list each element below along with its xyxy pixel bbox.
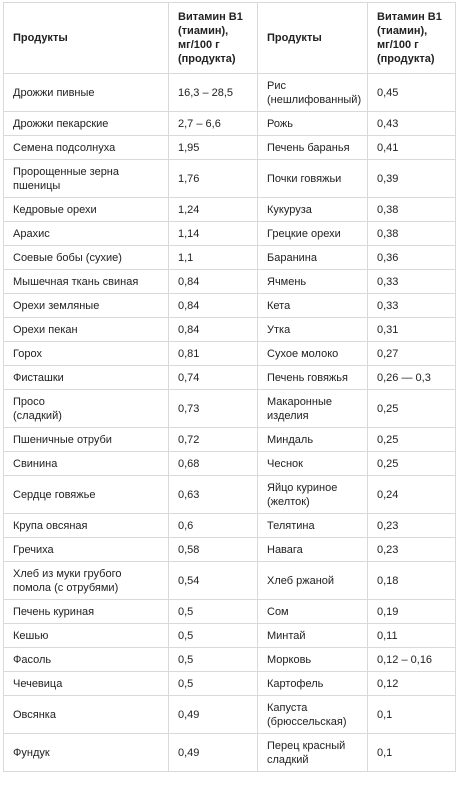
product-right-cell: Миндаль (258, 428, 368, 452)
product-left-cell: Мышечная ткань свиная (4, 270, 169, 294)
table-row (4, 74, 456, 112)
product-left-cell: Крупа овсяная (4, 514, 169, 538)
product-left-cell: Свинина (4, 452, 169, 476)
product-left-cell: Фасоль (4, 648, 169, 672)
vitamin-right-cell: 0,25 (368, 390, 456, 428)
product-right-cell: Почки говяжьи (258, 160, 368, 198)
product-right-cell: Навага (258, 538, 368, 562)
product-right-cell: Яйцо куриное (желток) (258, 476, 368, 514)
product-left-cell: Кешью (4, 624, 169, 648)
product-right-cell: Кета (258, 294, 368, 318)
table-row (4, 562, 456, 600)
vitamin-left-cell: 1,24 (169, 198, 258, 222)
vitamin-left-cell: 0,5 (169, 624, 258, 648)
product-left-cell: Арахис (4, 222, 169, 246)
table-row (4, 198, 456, 222)
table-header-row (4, 3, 456, 74)
vitamin-left-cell: 0,5 (169, 672, 258, 696)
vitamin-right-cell: 0,1 (368, 734, 456, 772)
vitamin-left-cell: 0,84 (169, 294, 258, 318)
product-right-cell: Минтай (258, 624, 368, 648)
product-left-cell: Горох (4, 342, 169, 366)
vitamin-left-cell: 0,49 (169, 734, 258, 772)
table-row (4, 112, 456, 136)
vitamin-left-cell: 0,54 (169, 562, 258, 600)
vitamin-right-cell: 0,33 (368, 294, 456, 318)
vitamin-right-cell: 0,19 (368, 600, 456, 624)
vitamin-left-cell: 0,68 (169, 452, 258, 476)
product-right-cell: Ячмень (258, 270, 368, 294)
product-right-cell: Грецкие орехи (258, 222, 368, 246)
vitamin-left-cell: 0,84 (169, 270, 258, 294)
vitamin-left-cell: 0,72 (169, 428, 258, 452)
vitamin-right-cell: 0,24 (368, 476, 456, 514)
product-left-cell: Сердце говяжье (4, 476, 169, 514)
product-left-cell: Хлеб из муки грубого помола (с отрубями) (4, 562, 169, 600)
vitamin-left-cell: 16,3 – 28,5 (169, 74, 258, 112)
table-body (4, 74, 456, 772)
header-vitamin-1: Витамин В1 (тиамин), мг/100 г (продукта) (169, 3, 258, 74)
vitamin-left-cell: 1,76 (169, 160, 258, 198)
product-left-cell: Дрожжи пекарские (4, 112, 169, 136)
vitamin-left-cell: 0,6 (169, 514, 258, 538)
vitamin-right-cell: 0,38 (368, 222, 456, 246)
product-right-cell: Капуста (брюссельская) (258, 696, 368, 734)
vitamin-right-cell: 0,41 (368, 136, 456, 160)
vitamin-right-cell: 0,25 (368, 452, 456, 476)
product-right-cell: Баранина (258, 246, 368, 270)
product-right-cell: Сом (258, 600, 368, 624)
vitamin-right-cell: 0,36 (368, 246, 456, 270)
table-row (4, 160, 456, 198)
vitamin-right-cell: 0,18 (368, 562, 456, 600)
product-right-cell: Кукуруза (258, 198, 368, 222)
header-products-2: Продукты (258, 3, 368, 74)
product-right-cell: Макаронные изделия (258, 390, 368, 428)
product-left-cell: Семена подсолнуха (4, 136, 169, 160)
vitamin-right-cell: 0,12 (368, 672, 456, 696)
product-left-cell: Пшеничные отруби (4, 428, 169, 452)
table-row (4, 600, 456, 624)
table-row (4, 390, 456, 428)
table-row (4, 342, 456, 366)
table-row (4, 136, 456, 160)
product-right-cell: Утка (258, 318, 368, 342)
vitamin-right-cell: 0,39 (368, 160, 456, 198)
product-right-cell: Хлеб ржаной (258, 562, 368, 600)
header-vitamin-2: Витамин В1 (тиамин), мг/100 г (продукта) (368, 3, 456, 74)
table-row (4, 696, 456, 734)
product-right-cell: Сухое молоко (258, 342, 368, 366)
vitamin-left-cell: 0,81 (169, 342, 258, 366)
product-left-cell: Овсянка (4, 696, 169, 734)
vitamin-right-cell: 0,11 (368, 624, 456, 648)
vitamin-left-cell: 0,49 (169, 696, 258, 734)
vitamin-left-cell: 0,63 (169, 476, 258, 514)
vitamin-right-cell: 0,1 (368, 696, 456, 734)
vitamin-left-cell: 1,14 (169, 222, 258, 246)
table-row (4, 452, 456, 476)
vitamin-right-cell: 0,33 (368, 270, 456, 294)
vitamin-right-cell: 0,26 — 0,3 (368, 366, 456, 390)
product-right-cell: Рожь (258, 112, 368, 136)
product-left-cell: Печень куриная (4, 600, 169, 624)
product-right-cell: Телятина (258, 514, 368, 538)
table-row (4, 270, 456, 294)
vitamin-right-cell: 0,45 (368, 74, 456, 112)
product-left-cell: Орехи земляные (4, 294, 169, 318)
vitamin-right-cell: 0,12 – 0,16 (368, 648, 456, 672)
product-right-cell: Печень баранья (258, 136, 368, 160)
vitamin-right-cell: 0,23 (368, 538, 456, 562)
vitamin-b1-table (3, 2, 456, 772)
product-left-cell: Пророщенные зерна пшеницы (4, 160, 169, 198)
vitamin-right-cell: 0,43 (368, 112, 456, 136)
vitamin-right-cell: 0,27 (368, 342, 456, 366)
product-left-cell: Орехи пекан (4, 318, 169, 342)
product-left-cell: Чечевица (4, 672, 169, 696)
header-products-1: Продукты (4, 3, 169, 74)
vitamin-left-cell: 0,58 (169, 538, 258, 562)
product-right-cell: Перец красный сладкий (258, 734, 368, 772)
product-right-cell: Рис (нешлифованный) (258, 74, 368, 112)
product-right-cell: Печень говяжья (258, 366, 368, 390)
table-row (4, 734, 456, 772)
table-row (4, 514, 456, 538)
table-row (4, 318, 456, 342)
product-left-cell: Гречиха (4, 538, 169, 562)
vitamin-left-cell: 1,95 (169, 136, 258, 160)
vitamin-right-cell: 0,38 (368, 198, 456, 222)
table-row (4, 246, 456, 270)
vitamin-left-cell: 0,5 (169, 600, 258, 624)
vitamin-left-cell: 0,5 (169, 648, 258, 672)
table-row (4, 366, 456, 390)
product-left-cell: Просо (сладкий) (4, 390, 169, 428)
table-row (4, 222, 456, 246)
table-row (4, 624, 456, 648)
vitamin-left-cell: 0,84 (169, 318, 258, 342)
product-left-cell: Фундук (4, 734, 169, 772)
product-right-cell: Картофель (258, 672, 368, 696)
vitamin-left-cell: 1,1 (169, 246, 258, 270)
vitamin-right-cell: 0,31 (368, 318, 456, 342)
product-left-cell: Кедровые орехи (4, 198, 169, 222)
table-row (4, 648, 456, 672)
product-right-cell: Морковь (258, 648, 368, 672)
product-left-cell: Дрожжи пивные (4, 74, 169, 112)
product-left-cell: Соевые бобы (сухие) (4, 246, 169, 270)
vitamin-right-cell: 0,23 (368, 514, 456, 538)
product-right-cell: Чеснок (258, 452, 368, 476)
table-row (4, 294, 456, 318)
product-left-cell: Фисташки (4, 366, 169, 390)
vitamin-right-cell: 0,25 (368, 428, 456, 452)
table-row (4, 428, 456, 452)
vitamin-left-cell: 0,73 (169, 390, 258, 428)
vitamin-left-cell: 0,74 (169, 366, 258, 390)
table-row (4, 672, 456, 696)
table-row (4, 476, 456, 514)
vitamin-left-cell: 2,7 – 6,6 (169, 112, 258, 136)
table-row (4, 538, 456, 562)
